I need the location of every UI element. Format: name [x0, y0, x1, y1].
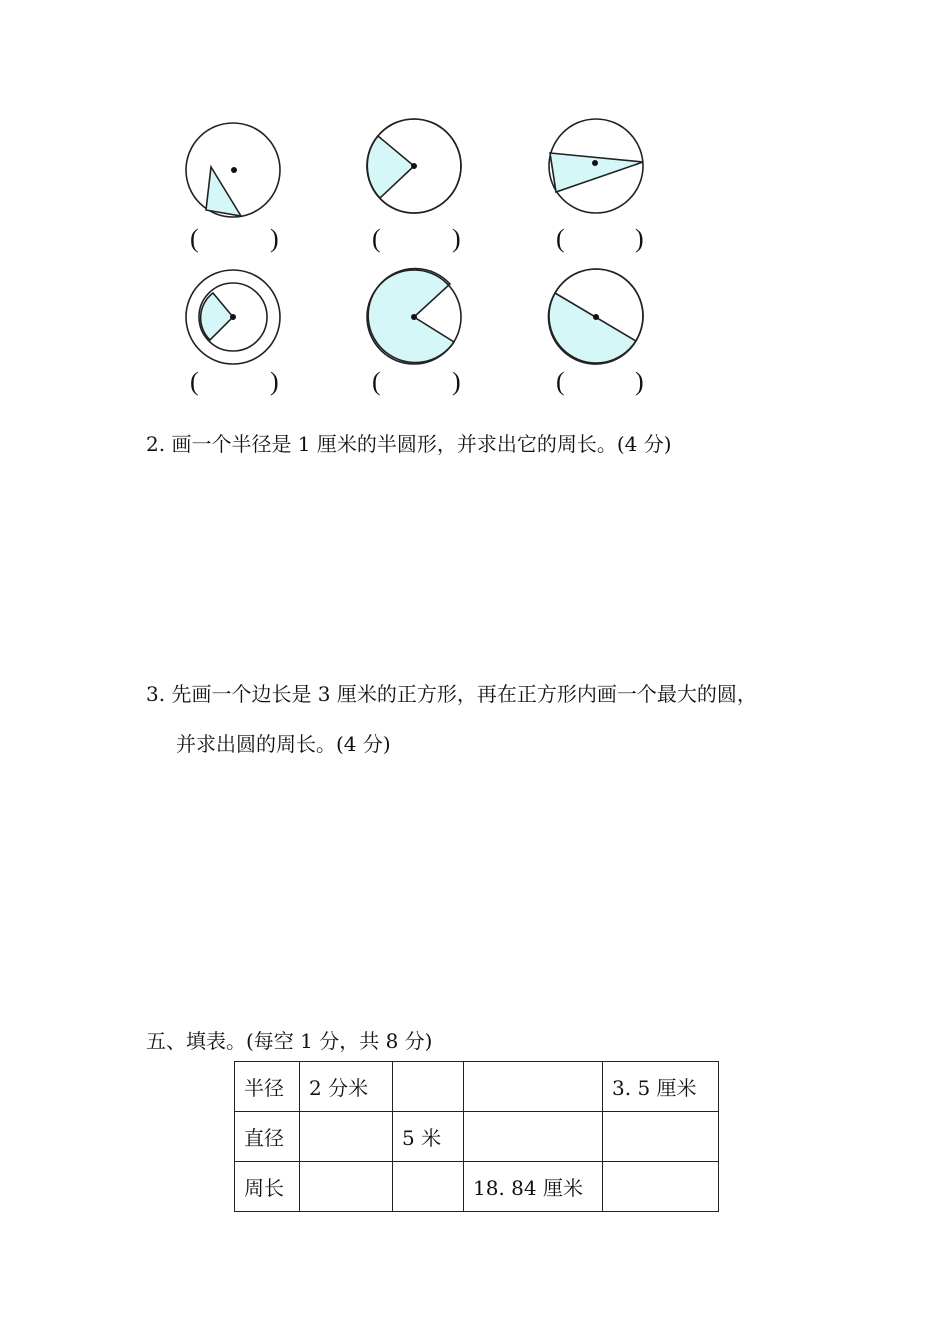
figure-5-center-dot [411, 314, 417, 320]
table-cell[interactable] [464, 1062, 603, 1112]
figure-5 [362, 266, 468, 372]
figure-1-answer-close: ) [270, 224, 279, 253]
figure-4-center-dot [230, 314, 236, 320]
figure-2-center-dot [411, 163, 417, 169]
figure-4 [180, 266, 286, 372]
table-row-radius [235, 1062, 719, 1112]
figure-1 [180, 118, 286, 224]
figure-3-answer-open: ( [556, 224, 565, 253]
figure-6-center-dot [593, 314, 599, 320]
table-cell[interactable] [300, 1162, 393, 1212]
figure-5-answer-close: ) [452, 367, 461, 396]
table-row-header: 周长 [235, 1162, 300, 1212]
question-3-line-2: 并求出圆的周长。(4 分) [176, 732, 391, 756]
table-cell[interactable] [393, 1062, 464, 1112]
table-row-diameter [235, 1112, 719, 1162]
figure-3-answer-close: ) [635, 224, 644, 253]
figure-3 [543, 116, 649, 222]
figure-6-answer-close: ) [635, 367, 644, 396]
figure-2 [362, 116, 468, 222]
figure-6 [543, 266, 649, 372]
table-cell: 5 米 [393, 1112, 464, 1162]
figure-3-center-dot [592, 160, 598, 166]
table-cell[interactable] [603, 1112, 719, 1162]
figure-4-answer-open: ( [190, 367, 199, 396]
figure-1-answer-open: ( [190, 224, 199, 253]
section-5-title: 五、填表。(每空 1 分，共 8 分) [146, 1029, 433, 1053]
question-2: 2. 画一个半径是 1 厘米的半圆形，并求出它的周长。(4 分) [146, 432, 672, 456]
table-row-circumference [235, 1162, 719, 1212]
figure-2-answer-close: ) [452, 224, 461, 253]
table-cell[interactable] [464, 1112, 603, 1162]
question-3-line-1: 3. 先画一个边长是 3 厘米的正方形，再在正方形内画一个最大的圆， [146, 682, 757, 706]
table-cell[interactable] [603, 1162, 719, 1212]
table-cell: 3. 5 厘米 [603, 1062, 719, 1112]
figure-6-answer-open: ( [556, 367, 565, 396]
table-cell: 18. 84 厘米 [464, 1162, 603, 1212]
figure-5-answer-open: ( [372, 367, 381, 396]
table-row-header: 半径 [235, 1062, 300, 1112]
table-cell[interactable] [300, 1112, 393, 1162]
fill-in-table [234, 1061, 719, 1212]
figure-4-answer-close: ) [270, 367, 279, 396]
figure-2-answer-open: ( [372, 224, 381, 253]
table-cell[interactable] [393, 1162, 464, 1212]
table-cell: 2 分米 [300, 1062, 393, 1112]
table-row-header: 直径 [235, 1112, 300, 1162]
figure-1-center-dot [231, 167, 237, 173]
